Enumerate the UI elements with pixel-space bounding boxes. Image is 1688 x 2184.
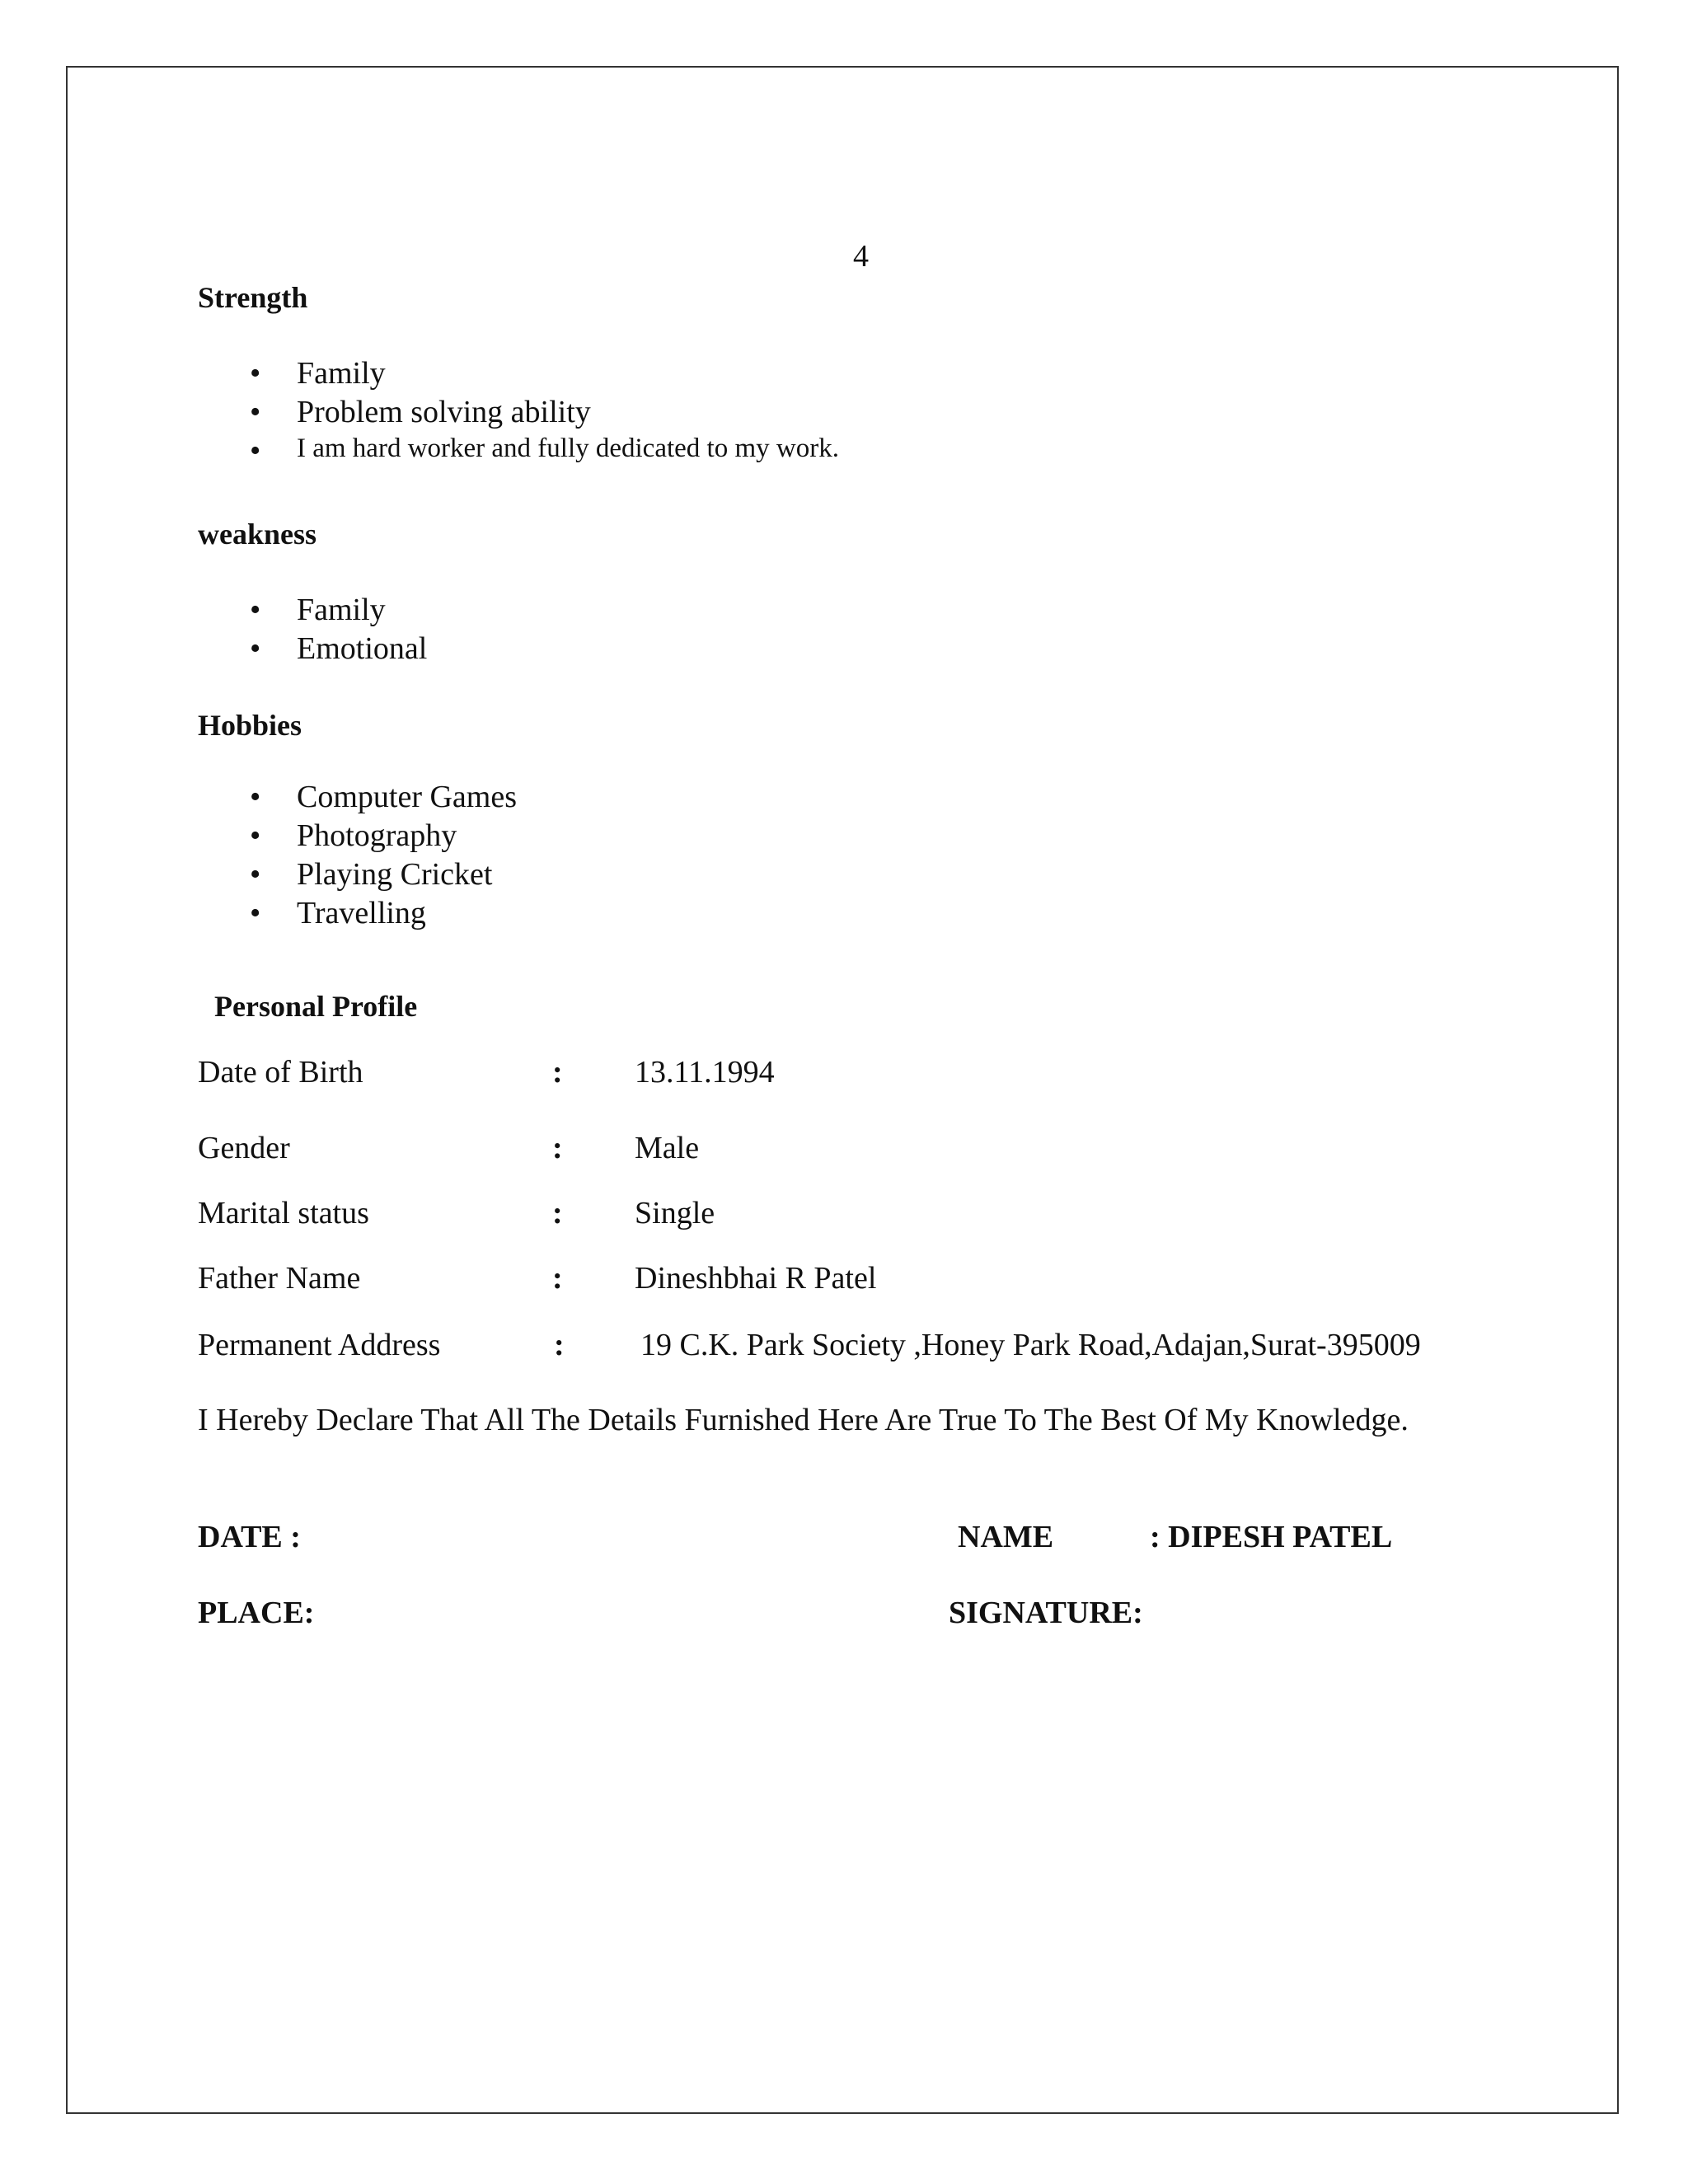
weakness-heading: weakness xyxy=(198,518,317,551)
father-name-separator: : xyxy=(552,1261,563,1296)
personal-profile-heading: Personal Profile xyxy=(214,990,418,1023)
bullet-icon: • xyxy=(250,395,261,429)
hobbies-item-label: Travelling xyxy=(297,896,426,930)
page-number: 4 xyxy=(853,239,869,274)
hobbies-item-label: Photography xyxy=(297,818,457,853)
dob-label: Date of Birth xyxy=(198,1055,363,1090)
weakness-item xyxy=(250,593,386,627)
father-name-value: Dineshbhai R Patel xyxy=(635,1261,877,1296)
hobbies-item xyxy=(250,818,457,853)
weakness-item xyxy=(250,631,428,666)
bullet-icon: • xyxy=(250,434,261,468)
strength-item xyxy=(250,434,839,468)
name-label: NAME xyxy=(958,1520,1054,1554)
hobbies-item xyxy=(250,896,426,930)
bullet-icon: • xyxy=(250,818,261,853)
weakness-item-label: Family xyxy=(297,593,386,627)
strength-item-label: Family xyxy=(297,356,386,391)
gender-label: Gender xyxy=(198,1131,290,1165)
bullet-icon: • xyxy=(250,896,261,930)
strength-item-label: I am hard worker and fully dedicated to my work. xyxy=(297,434,839,463)
hobbies-item xyxy=(250,780,518,814)
dob-value: 13.11.1994 xyxy=(635,1055,775,1090)
permanent-address-label: Permanent Address xyxy=(198,1328,441,1362)
hobbies-heading: Hobbies xyxy=(198,709,302,742)
strength-item xyxy=(250,395,591,429)
gender-separator: : xyxy=(552,1131,563,1165)
permanent-address-value: 19 C.K. Park Society ,Honey Park Road,Adajan,Surat-395009 xyxy=(640,1328,1421,1362)
strength-item-label: Problem solving ability xyxy=(297,395,591,429)
hobbies-item xyxy=(250,857,493,892)
place-label: PLACE: xyxy=(198,1596,315,1630)
bullet-icon: • xyxy=(250,631,261,666)
father-name-label: Father Name xyxy=(198,1261,361,1296)
bullet-icon: • xyxy=(250,593,261,627)
date-label: DATE : xyxy=(198,1520,301,1554)
bullet-icon: • xyxy=(250,780,261,814)
signature-label: SIGNATURE: xyxy=(949,1596,1143,1630)
strength-item xyxy=(250,356,386,391)
name-value: : DIPESH PATEL xyxy=(1150,1520,1393,1554)
bullet-icon: • xyxy=(250,356,261,391)
gender-value: Male xyxy=(635,1131,700,1165)
permanent-address-separator: : xyxy=(554,1328,565,1362)
strength-heading: Strength xyxy=(198,281,308,314)
hobbies-item-label: Playing Cricket xyxy=(297,857,493,892)
dob-separator: : xyxy=(552,1055,563,1090)
hobbies-item-label: Computer Games xyxy=(297,780,518,814)
marital-status-value: Single xyxy=(635,1196,715,1230)
weakness-item-label: Emotional xyxy=(297,631,428,666)
marital-status-label: Marital status xyxy=(198,1196,369,1230)
declaration-text: I Hereby Declare That All The Details Furnished Here Are True To The Best Of My Knowledge. xyxy=(198,1403,1409,1437)
bullet-icon: • xyxy=(250,857,261,892)
marital-status-separator: : xyxy=(552,1196,563,1230)
